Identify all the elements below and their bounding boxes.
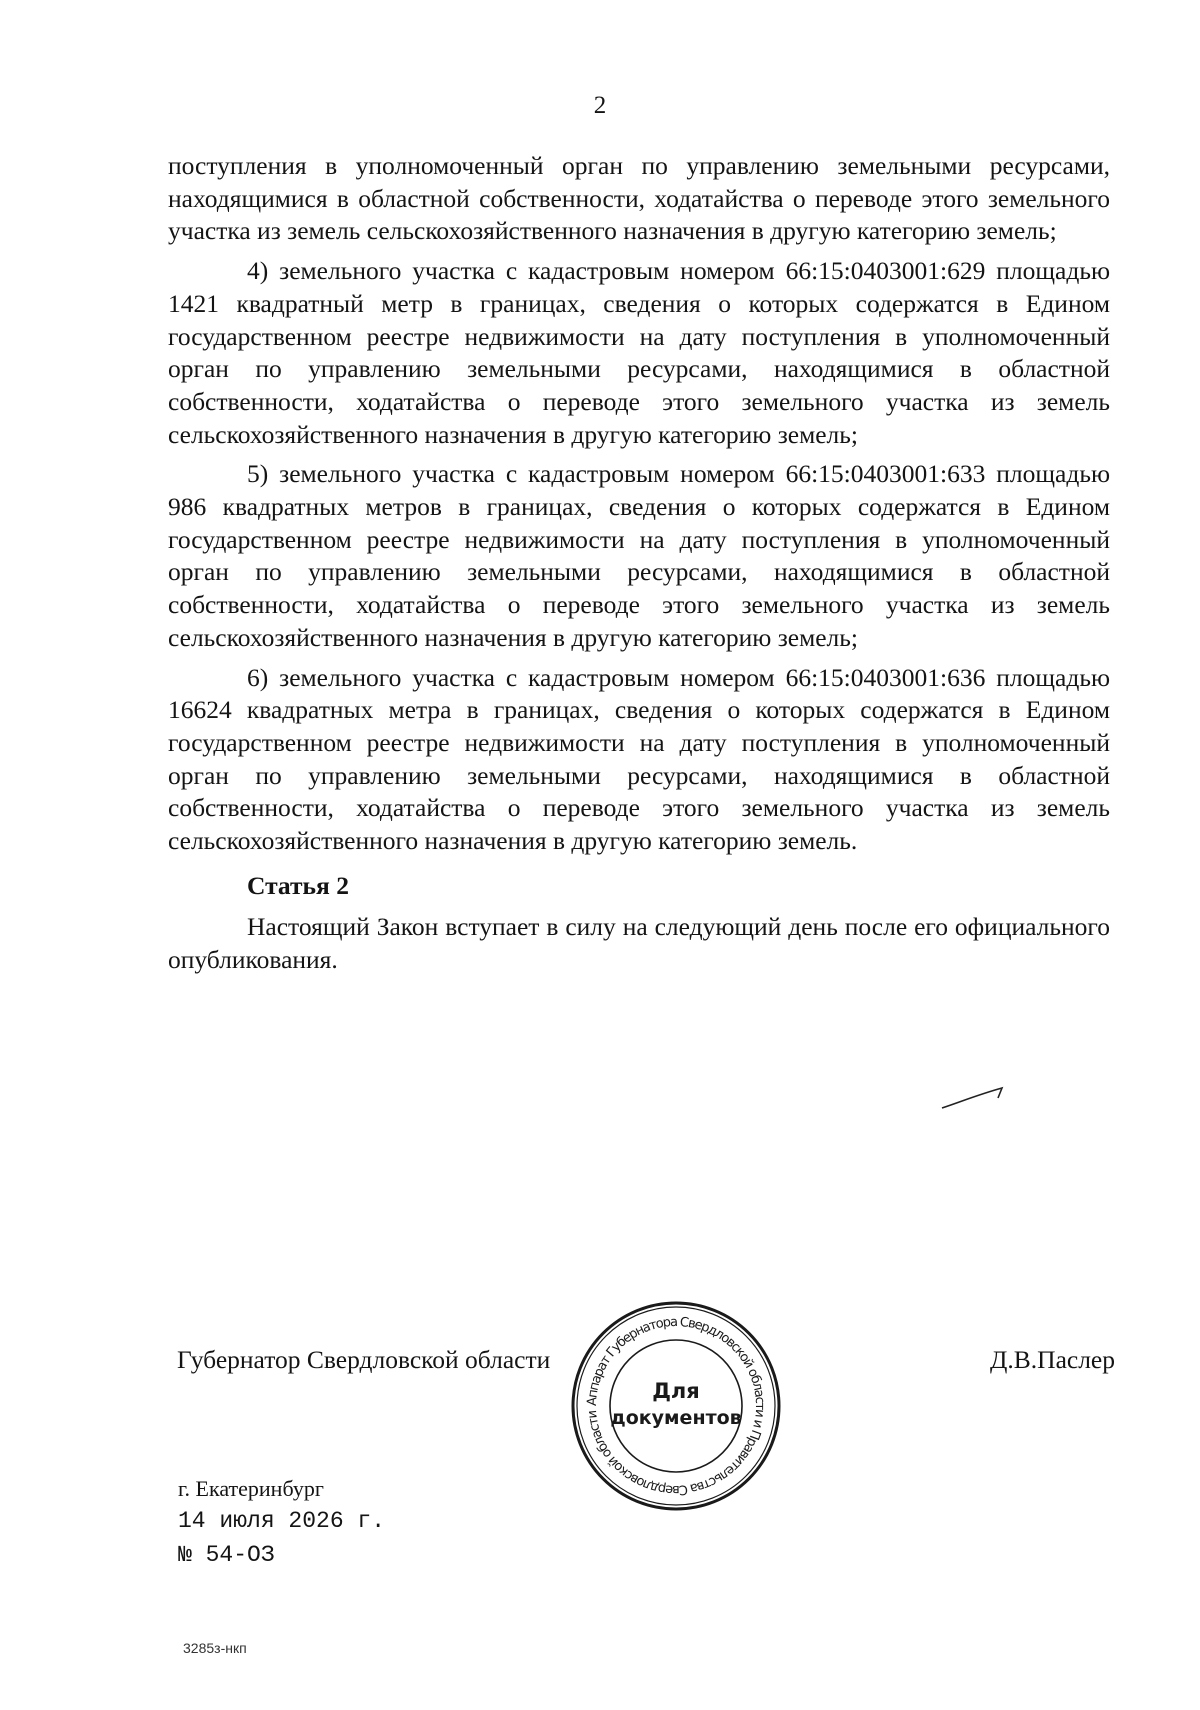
paragraph-item-5: 5) земельного участка с кадастровым номером 66:15:0403001:633 площадью 986 квадратных метров в границах, сведения о которых содержатся в Едином государственном реестре недвижимости на дату поступления в уполномоченный орган по управлению земельными ресурсами, находящимися в областной собственности, ходатайства о переводе этого земельного участка из земель сельскохозяйственного назначения в другую категорию земель; (168, 459, 1110, 652)
document-code: 3285з-нкп (183, 1640, 247, 1656)
paragraph-item-6: 6) земельного участка с кадастровым номером 66:15:0403001:636 площадью 16624 квадратных метра в границах, сведения о которых содержатся в Едином государственном реестре недвижимости на дату поступления в уполномоченный орган по управлению земельными ресурсами, находящимися в областной собственности, ходатайства о переводе этого земельного участка из земель сельскохозяйственного назначения в другую категорию земель. (168, 662, 1110, 856)
governor-name: Д.В.Паслер (990, 1345, 1115, 1374)
place: г. Екатеринбург (178, 1476, 324, 1501)
law-number: № 54-ОЗ (178, 1542, 275, 1568)
date: 14 июля 2026 г. (178, 1508, 386, 1534)
law-body (168, 150, 1110, 984)
stamp-center-line-1: Для (652, 1379, 700, 1403)
article-heading: Статья 2 (247, 870, 349, 900)
paragraph-item-4: 4) земельного участка с кадастровым номером 66:15:0403001:629 площадью 1421 квадратный метр в границах, сведения о которых содержатся в Едином государственном реестре недвижимости на дату поступления в уполномоченный орган по управлению земельными ресурсами, находящимися в областной собственности, ходатайства о переводе этого земельного участка из земель сельскохозяйственного назначения в другую категорию земель; (168, 256, 1110, 449)
governor-title: Губернатор Свердловской области (177, 1345, 551, 1374)
stamp-center-line-2: документов (610, 1407, 742, 1429)
paragraph-continuation: поступления в уполномоченный орган по управлению земельными ресурсами, находящимися в областной собственности, ходатайства о переводе этого земельного участка из земель сельскохозяйственного назначения в другую категорию земель; (168, 151, 1110, 246)
svg-text:Аппарат Губернатора Свердловск (585, 1315, 767, 1497)
article-text: Настоящий Закон вступает в силу на следующий день после его официального опубликования. (168, 912, 1110, 975)
official-stamp (568, 1298, 784, 1514)
pen-mark (940, 1082, 1010, 1112)
page-number: 2 (593, 92, 607, 119)
stamp-ring-text: Аппарат Губернатора Свердловской области и Правительства Свердловской области (584, 1314, 768, 1498)
